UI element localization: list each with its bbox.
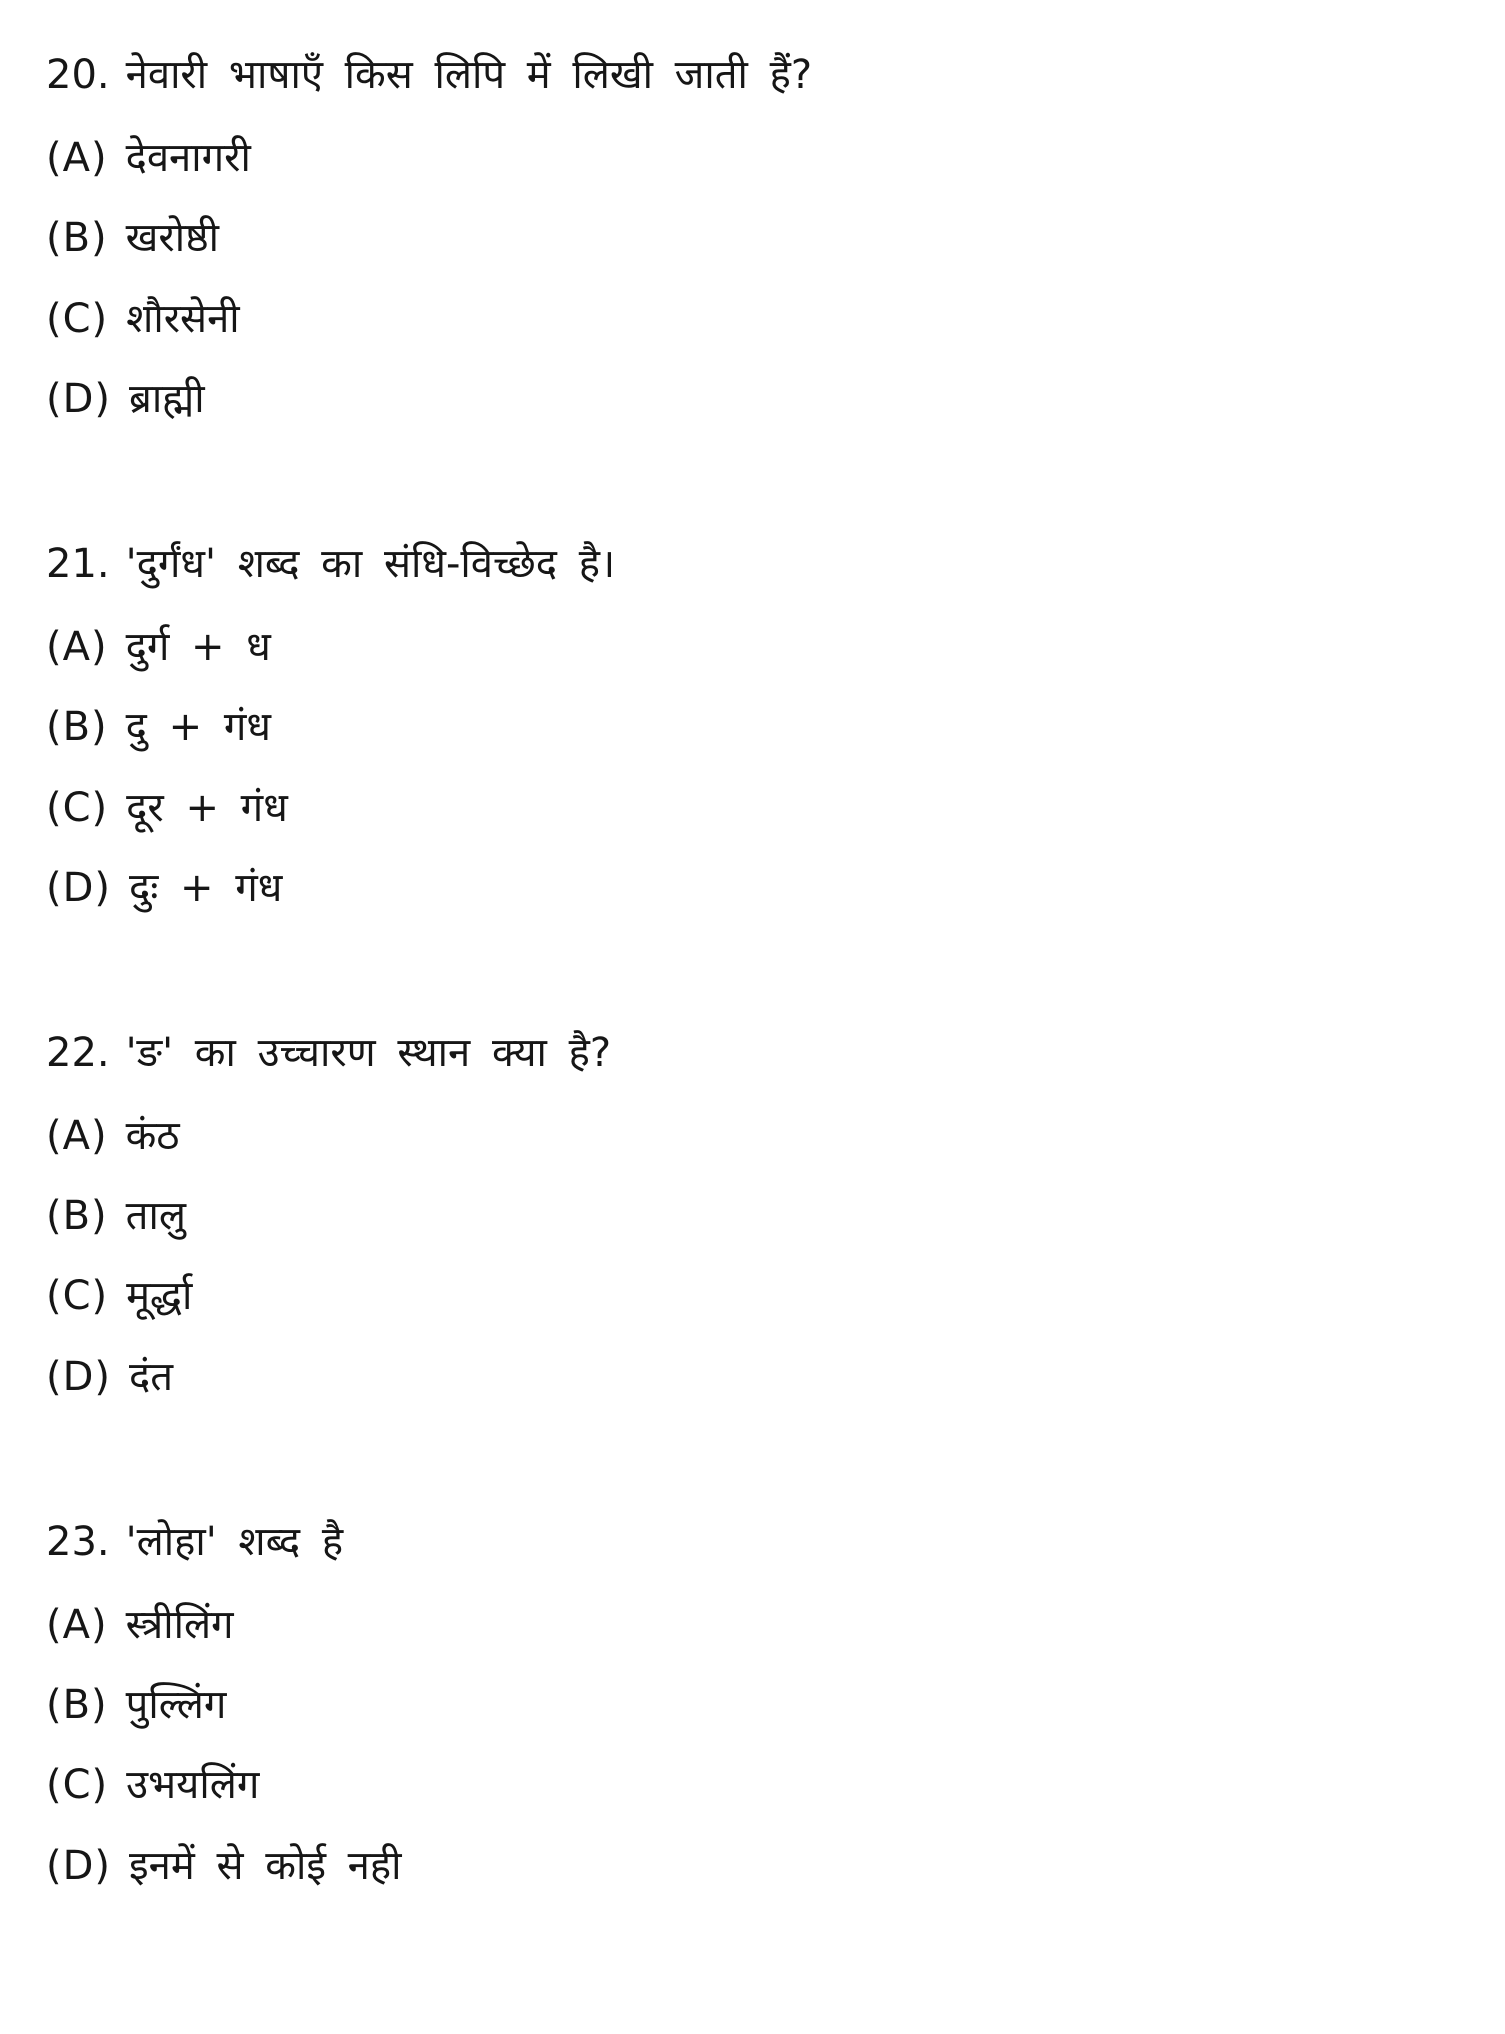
option-text: तालु	[125, 1193, 186, 1240]
option-item	[46, 1762, 1465, 1809]
option-text: पुल्लिंग	[125, 1682, 227, 1729]
option-label: (C)	[46, 295, 109, 342]
question-text: 'ङ' का उच्चारण स्थान क्या है?	[125, 1029, 612, 1076]
option-label: (B)	[46, 704, 108, 751]
option-item	[46, 215, 1465, 262]
question-text: 'दुर्गंध' शब्द का संधि-विच्छेद है।	[125, 540, 616, 587]
option-text: इनमें से कोई नही	[129, 1842, 402, 1889]
question-block	[46, 1030, 1465, 1401]
option-item	[46, 785, 1465, 832]
question-line	[46, 1519, 1465, 1566]
question-line	[46, 1030, 1465, 1077]
option-text: शौरसेनी	[126, 295, 240, 342]
question-block	[46, 1519, 1465, 1890]
option-text: दूर + गंध	[126, 784, 288, 831]
question-block	[46, 541, 1465, 912]
option-item	[46, 1354, 1465, 1401]
option-label: (A)	[46, 1602, 108, 1648]
option-item	[46, 1273, 1465, 1320]
options-list	[46, 1113, 1465, 1401]
option-text: कंठ	[125, 1113, 180, 1160]
option-label: (D)	[46, 375, 112, 422]
option-text: खरोष्ठी	[125, 215, 220, 262]
option-label: (A)	[46, 135, 108, 182]
option-label: (C)	[46, 1762, 109, 1809]
question-block	[46, 52, 1465, 423]
option-item	[46, 135, 1465, 182]
options-list	[46, 135, 1465, 423]
question-number: 22.	[46, 1029, 110, 1076]
option-text: देवनागरी	[125, 135, 251, 182]
option-item	[46, 1602, 1465, 1649]
option-text: उभयलिंग	[126, 1762, 260, 1809]
option-text: दुः + गंध	[129, 864, 283, 911]
option-label: (B)	[46, 1682, 108, 1729]
options-list	[46, 1602, 1465, 1890]
question-line	[46, 541, 1465, 588]
option-label: (D)	[46, 1842, 112, 1889]
option-text: दंत	[129, 1353, 174, 1400]
question-text: 'लोहा' शब्द है	[125, 1518, 344, 1565]
option-item	[46, 624, 1465, 671]
option-label: (B)	[46, 1193, 108, 1240]
option-label: (A)	[46, 1113, 108, 1160]
option-item	[46, 1193, 1465, 1240]
option-text: स्त्रीलिंग	[125, 1602, 234, 1648]
question-number: 21.	[46, 540, 110, 587]
option-label: (C)	[46, 784, 109, 831]
option-item	[46, 1113, 1465, 1160]
option-text: दु + गंध	[125, 704, 271, 751]
option-label: (D)	[46, 864, 112, 911]
option-text: दुर्ग + ध	[125, 624, 271, 671]
option-text: ब्राह्मी	[129, 375, 205, 422]
question-line	[46, 52, 1465, 99]
question-text: नेवारी भाषाएँ किस लिपि में लिखी जाती हैं?	[125, 52, 813, 98]
option-item	[46, 1843, 1465, 1890]
option-label: (D)	[46, 1353, 112, 1400]
question-number: 20.	[46, 52, 110, 98]
option-label: (C)	[46, 1273, 109, 1320]
option-item	[46, 865, 1465, 912]
option-label: (A)	[46, 624, 108, 671]
option-item	[46, 1682, 1465, 1729]
option-item	[46, 296, 1465, 343]
question-number: 23.	[46, 1518, 110, 1565]
option-item	[46, 704, 1465, 751]
option-label: (B)	[46, 215, 108, 262]
option-text: मूर्द्धा	[126, 1273, 193, 1320]
question-list	[46, 52, 1465, 1890]
option-item	[46, 376, 1465, 423]
options-list	[46, 624, 1465, 912]
